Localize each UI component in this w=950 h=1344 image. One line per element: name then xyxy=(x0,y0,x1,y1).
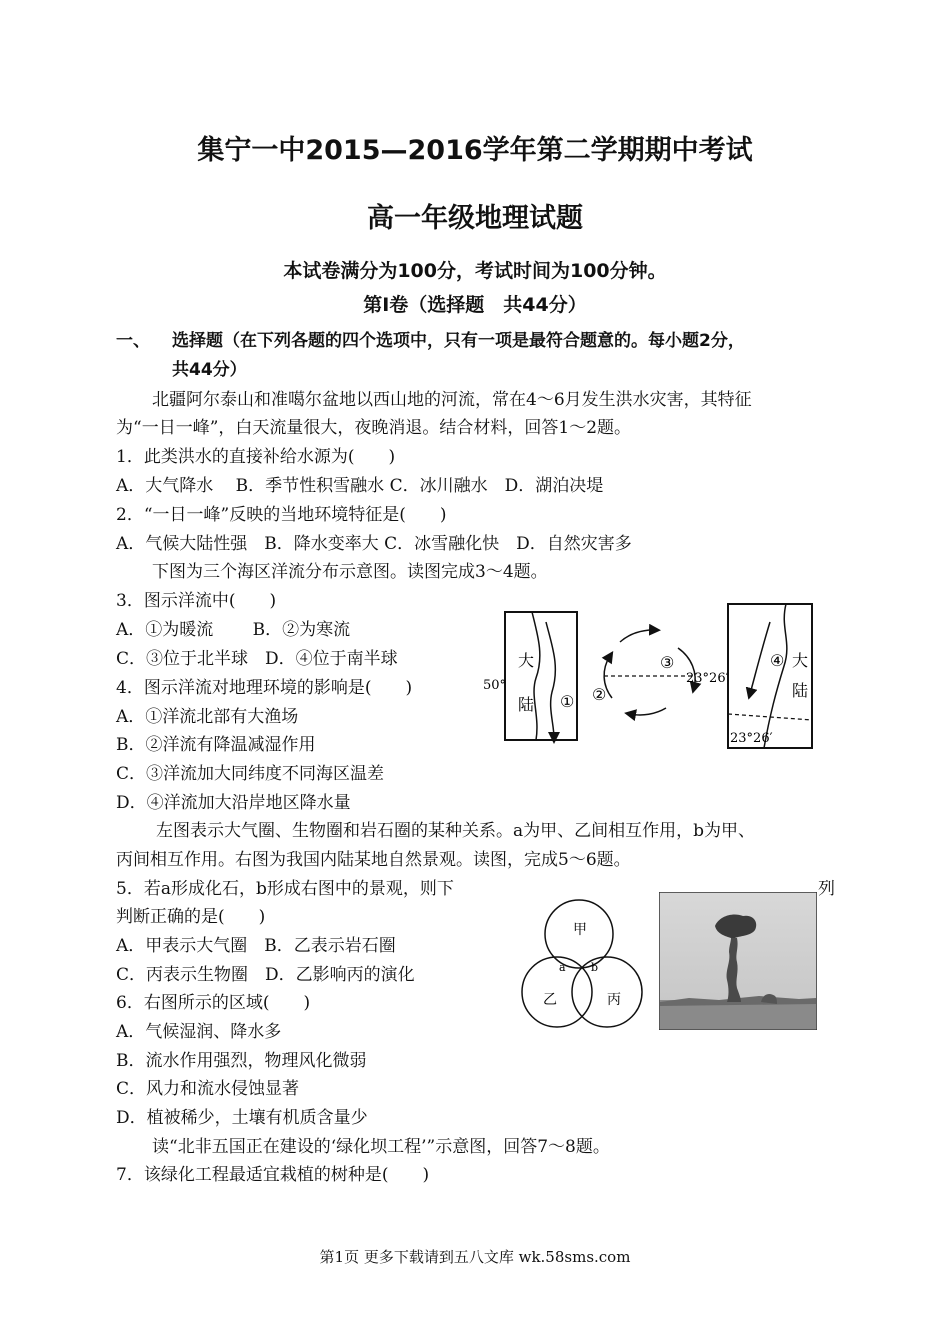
current-arrow-1 xyxy=(546,622,555,738)
page-footer: 第1页 更多下载请到五八文库 wk.58sms.com xyxy=(319,1248,631,1266)
question-3-options-cd: C．③位于北半球 D．④位于南半球 xyxy=(116,649,398,669)
question-6-stem: 6．右图所示的区域( ) xyxy=(116,993,311,1013)
latitude-label-50: 50° xyxy=(483,678,507,693)
ocean-currents-figure xyxy=(480,596,820,756)
question-7-stem: 7．该绿化工程最适宜栽植的树种是( ) xyxy=(116,1165,430,1185)
question-5-options-cd: C．丙表示生物圈 D．乙影响丙的演化 xyxy=(116,965,415,985)
question-6-option-b: B．流水作用强烈，物理风化微弱 xyxy=(116,1051,367,1071)
label-b: b xyxy=(591,961,599,974)
question-1-options: A．大气降水 B．季节性积雪融水 C．冰川融水 D．湖泊决堤 xyxy=(116,476,604,496)
gyre-arrow-top xyxy=(620,630,655,642)
current-label-1: ① xyxy=(560,692,575,711)
exam-info: 本试卷满分为100分，考试时间为100分钟。 xyxy=(283,260,667,282)
section-instruction: 选择题（在下列各题的四个选项中，只有一项是最符合题意的。每小题2分， xyxy=(172,331,745,351)
passage-3-line1: 左图表示大气圈、生物圈和岩石圈的某种关系。a为甲、乙间相互作用，b为甲、 xyxy=(156,821,756,841)
land-label-3b: 陆 xyxy=(792,681,809,700)
current-label-4: ④ xyxy=(770,651,785,670)
latitude-label-2326-mid: 23°26′ xyxy=(686,671,729,686)
exam-title: 集宁一中2015—2016学年第二学期期中考试 xyxy=(197,135,753,166)
question-4-option-c: C．③洋流加大同纬度不同海区温差 xyxy=(116,764,385,784)
question-2-options: A．气候大陆性强 B．降水变率大 C．冰雪融化快 D．自然灾害多 xyxy=(116,534,632,554)
passage-3-line2: 丙间相互作用。右图为我国内陆某地自然景观。读图，完成5～6题。 xyxy=(116,850,631,870)
coastline-3 xyxy=(764,604,787,748)
part-heading: 第Ⅰ卷（选择题 共44分） xyxy=(363,294,587,316)
label-a: a xyxy=(559,961,566,974)
land-label-1a: 大 xyxy=(518,651,535,670)
passage-4: 读“北非五国正在建设的‘绿化坝工程’”示意图，回答7～8题。 xyxy=(152,1137,610,1157)
question-4-option-a: A．①洋流北部有大渔场 xyxy=(116,707,299,727)
panel-1-frame xyxy=(505,612,577,740)
latitude-label-2326-bottom: 23°26′ xyxy=(730,731,773,746)
question-3-options-ab: A．①为暖流 B．②为寒流 xyxy=(116,620,351,640)
exam-subtitle: 高一年级地理试题 xyxy=(367,203,583,234)
passage-1-line1: 北疆阿尔泰山和准噶尔盆地以西山地的河流，常在4～6月发生洪水灾害，其特征 xyxy=(152,390,752,410)
panel-3-frame xyxy=(728,604,812,748)
section-instruction-cont: 共44分） xyxy=(172,360,247,380)
landscape-photo xyxy=(659,892,817,1030)
question-6-option-c: C．风力和流水侵蚀显著 xyxy=(116,1079,300,1099)
question-4-stem: 4．图示洋流对地理环境的影响是( ) xyxy=(116,678,413,698)
land-label-1b: 陆 xyxy=(518,695,535,714)
spheres-venn-diagram xyxy=(515,890,645,1050)
question-4-option-d: D．④洋流加大沿岸地区降水量 xyxy=(116,793,351,813)
passage-1-line2: 为“一日一峰”，白天流量很大，夜晚消退。结合材料，回答1～2题。 xyxy=(116,418,632,438)
section-number: 一、 xyxy=(116,331,150,351)
question-5-stem: 5．若a形成化石，b形成右图中的景观，则下 xyxy=(116,879,454,899)
question-1-stem: 1．此类洪水的直接补给水源为( ) xyxy=(116,447,396,467)
coastline-1 xyxy=(532,612,540,740)
question-6-option-d: D．植被稀少，土壤有机质含量少 xyxy=(116,1108,368,1128)
current-arrow-4 xyxy=(750,622,770,694)
label-yi: 乙 xyxy=(543,992,557,1008)
label-jia: 甲 xyxy=(573,922,587,938)
gyre-arrow-bottom xyxy=(630,708,666,715)
question-2-stem: 2．“一日一峰”反映的当地环境特征是( ) xyxy=(116,505,447,525)
question-4-option-b: B．②洋流有降温减湿作用 xyxy=(116,735,316,755)
question-5-stem-tail: 列 xyxy=(818,879,835,899)
passage-2: 下图为三个海区洋流分布示意图。读图完成3～4题。 xyxy=(152,562,548,582)
current-label-2: ② xyxy=(592,685,607,704)
question-5-stem-cont: 判断正确的是( ) xyxy=(116,907,266,927)
question-5-options-ab: A．甲表示大气圈 B．乙表示岩石圈 xyxy=(116,936,396,956)
question-6-option-a: A．气候湿润、降水多 xyxy=(116,1022,282,1042)
land-label-3a: 大 xyxy=(792,651,809,670)
label-bing: 丙 xyxy=(607,992,621,1008)
question-3-stem: 3．图示洋流中( ) xyxy=(116,591,277,611)
current-label-3: ③ xyxy=(660,653,675,672)
